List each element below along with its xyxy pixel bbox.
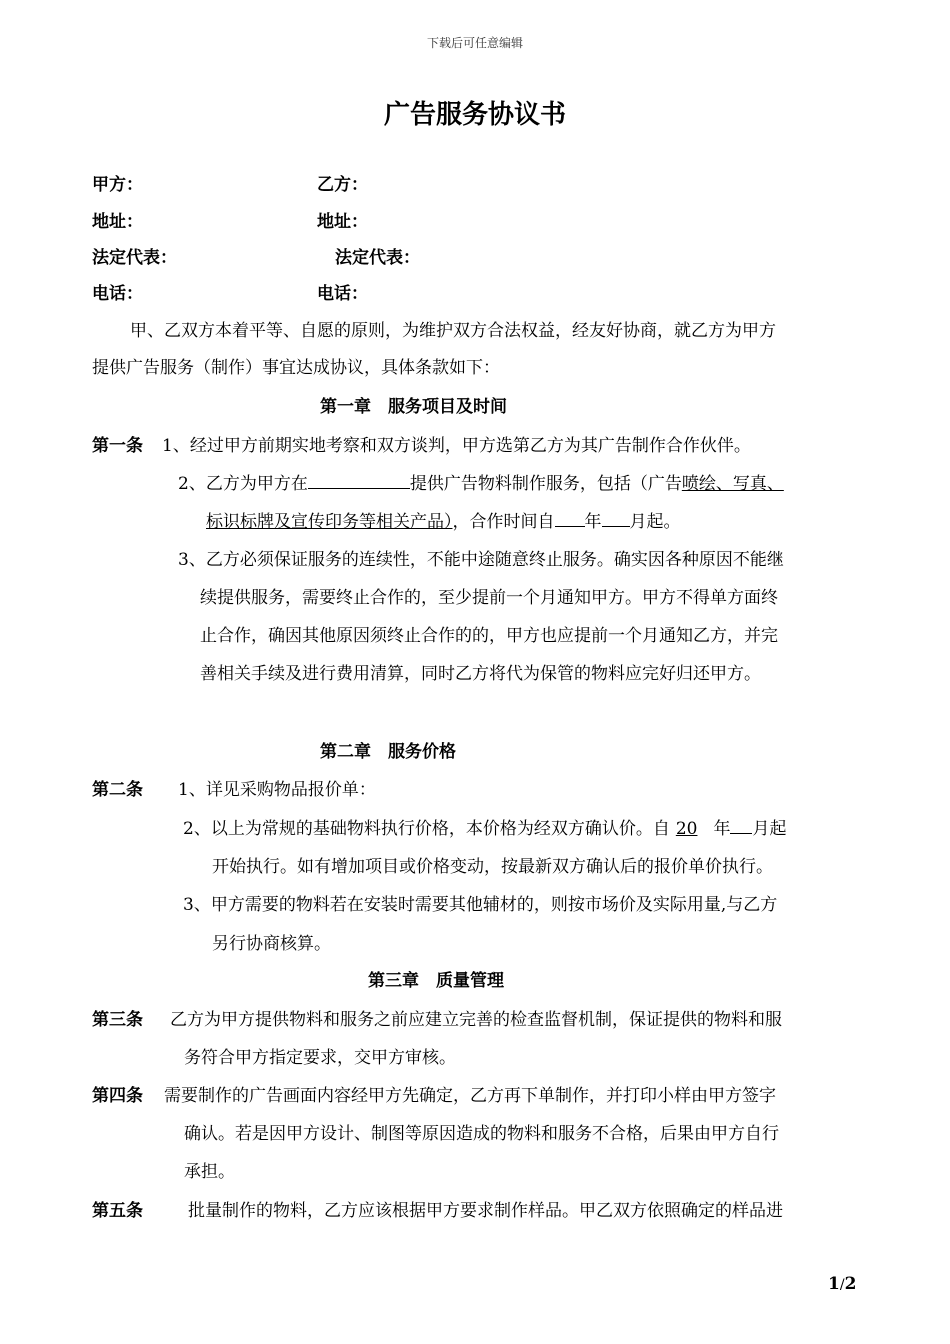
party-b-phone: 电话： bbox=[317, 284, 368, 304]
intro-line-1: 甲、乙双方本着平等、自愿的原则，为维护双方合法权益，经友好协商，就乙方为甲方 bbox=[130, 321, 776, 341]
a2-item2-end: 月起 bbox=[752, 819, 787, 839]
page-number bbox=[828, 1274, 856, 1294]
party-a-rep: 法定代表： bbox=[92, 248, 177, 268]
party-a-phone: 电话： bbox=[92, 284, 143, 304]
party-b-address: 地址： bbox=[317, 212, 368, 232]
party-b-rep: 法定代表： bbox=[335, 248, 420, 268]
a2-item2-text-a: 2、以上为常规的基础物料执行价格，本价格为经双方确认价。自 bbox=[183, 819, 670, 839]
document-title: 广告服务协议书 bbox=[383, 100, 566, 130]
article-2-item-1: 1、详见采购物品报价单： bbox=[178, 780, 376, 800]
party-a-address: 地址： bbox=[92, 212, 143, 232]
item2-text-e: ，合作时间自 bbox=[452, 512, 555, 532]
article-1-label: 第一条 bbox=[92, 436, 143, 456]
chapter-1-title: 第一章 服务项目及时间 bbox=[320, 397, 507, 417]
page-current: 1 bbox=[828, 1274, 840, 1294]
party-b-label: 乙方： bbox=[317, 175, 368, 195]
location-blank bbox=[308, 473, 410, 489]
header-note: 下载后可任意编辑 bbox=[426, 36, 523, 50]
a2-month-blank bbox=[730, 818, 752, 834]
party-a-label: 甲方： bbox=[92, 175, 143, 195]
a2-year-value: 20 bbox=[675, 819, 698, 839]
article-2-item-2 bbox=[183, 814, 786, 839]
article-2-label: 第二条 bbox=[92, 780, 143, 800]
item2-text-a: 2、乙方为甲方在 bbox=[178, 474, 308, 494]
item2-text-c: 喷绘、写真、 bbox=[681, 474, 784, 494]
article-1-item-2-cont bbox=[206, 507, 681, 532]
article-4-line-3: 承担。 bbox=[184, 1162, 235, 1182]
article-1-item-3-line-4: 善相关手续及进行费用清算，同时乙方将代为保管的物料应完好归还甲方。 bbox=[200, 664, 761, 684]
intro-line-2: 提供广告服务（制作）事宜达成协议，具体条款如下： bbox=[92, 358, 500, 378]
chapter-2-title: 第二章 服务价格 bbox=[320, 742, 456, 762]
article-1-item-2 bbox=[178, 469, 784, 494]
item2-year: 年 bbox=[584, 512, 602, 532]
item2-text-d: 标识标牌及宣传印务等相关产品） bbox=[206, 512, 453, 532]
page-total: 2 bbox=[844, 1274, 857, 1294]
article-3-line-1: 乙方为甲方提供物料和服务之前应建立完善的检查监督机制，保证提供的物料和服 bbox=[170, 1010, 782, 1030]
chapter-3-title: 第三章 质量管理 bbox=[368, 971, 504, 991]
article-2-item-2-line-2: 开始执行。如有增加项目或价格变动，按最新双方确认后的报价单价执行。 bbox=[212, 857, 773, 877]
item2-text-b: 提供广告物料制作服务，包括（广告 bbox=[409, 474, 682, 494]
article-2-item-3-line-2: 另行协商核算。 bbox=[212, 934, 331, 954]
article-3-line-2: 务符合甲方指定要求，交甲方审核。 bbox=[184, 1048, 456, 1068]
month-blank bbox=[602, 511, 630, 527]
article-5-line-1: 批量制作的物料，乙方应该根据甲方要求制作样品。甲乙双方依照确定的样品进 bbox=[188, 1201, 783, 1221]
article-4-line-1: 需要制作的广告画面内容经甲方先确定，乙方再下单制作，并打印小样由甲方签字 bbox=[164, 1086, 776, 1106]
year-blank bbox=[555, 511, 585, 527]
article-5-label: 第五条 bbox=[92, 1201, 143, 1221]
article-1-item-3-line-1: 3、乙方必须保证服务的连续性，不能中途随意终止服务。确实因各种原因不能继 bbox=[178, 550, 784, 570]
a2-year: 年 bbox=[713, 819, 731, 839]
article-4-label: 第四条 bbox=[92, 1086, 143, 1106]
article-4-line-2: 确认。若是因甲方设计、制图等原因造成的物料和服务不合格，后果由甲方自行 bbox=[184, 1124, 779, 1144]
article-1-item-3-line-3: 止合作，确因其他原因须终止合作的的，甲方也应提前一个月通知乙方，并完 bbox=[200, 626, 778, 646]
item2-end: 月起。 bbox=[629, 512, 681, 532]
article-3-label: 第三条 bbox=[92, 1010, 143, 1030]
article-2-item-3-line-1: 3、甲方需要的物料若在安装时需要其他辅材的，则按市场价及实际用量,与乙方 bbox=[183, 895, 778, 915]
page-separator: / bbox=[839, 1277, 845, 1293]
article-1-item-3-line-2: 续提供服务，需要终止合作的，至少提前一个月通知甲方。甲方不得单方面终 bbox=[200, 588, 778, 608]
article-1-item-1: 1、经过甲方前期实地考察和双方谈判，甲方选第乙方为其广告制作合作伙伴。 bbox=[162, 436, 751, 456]
